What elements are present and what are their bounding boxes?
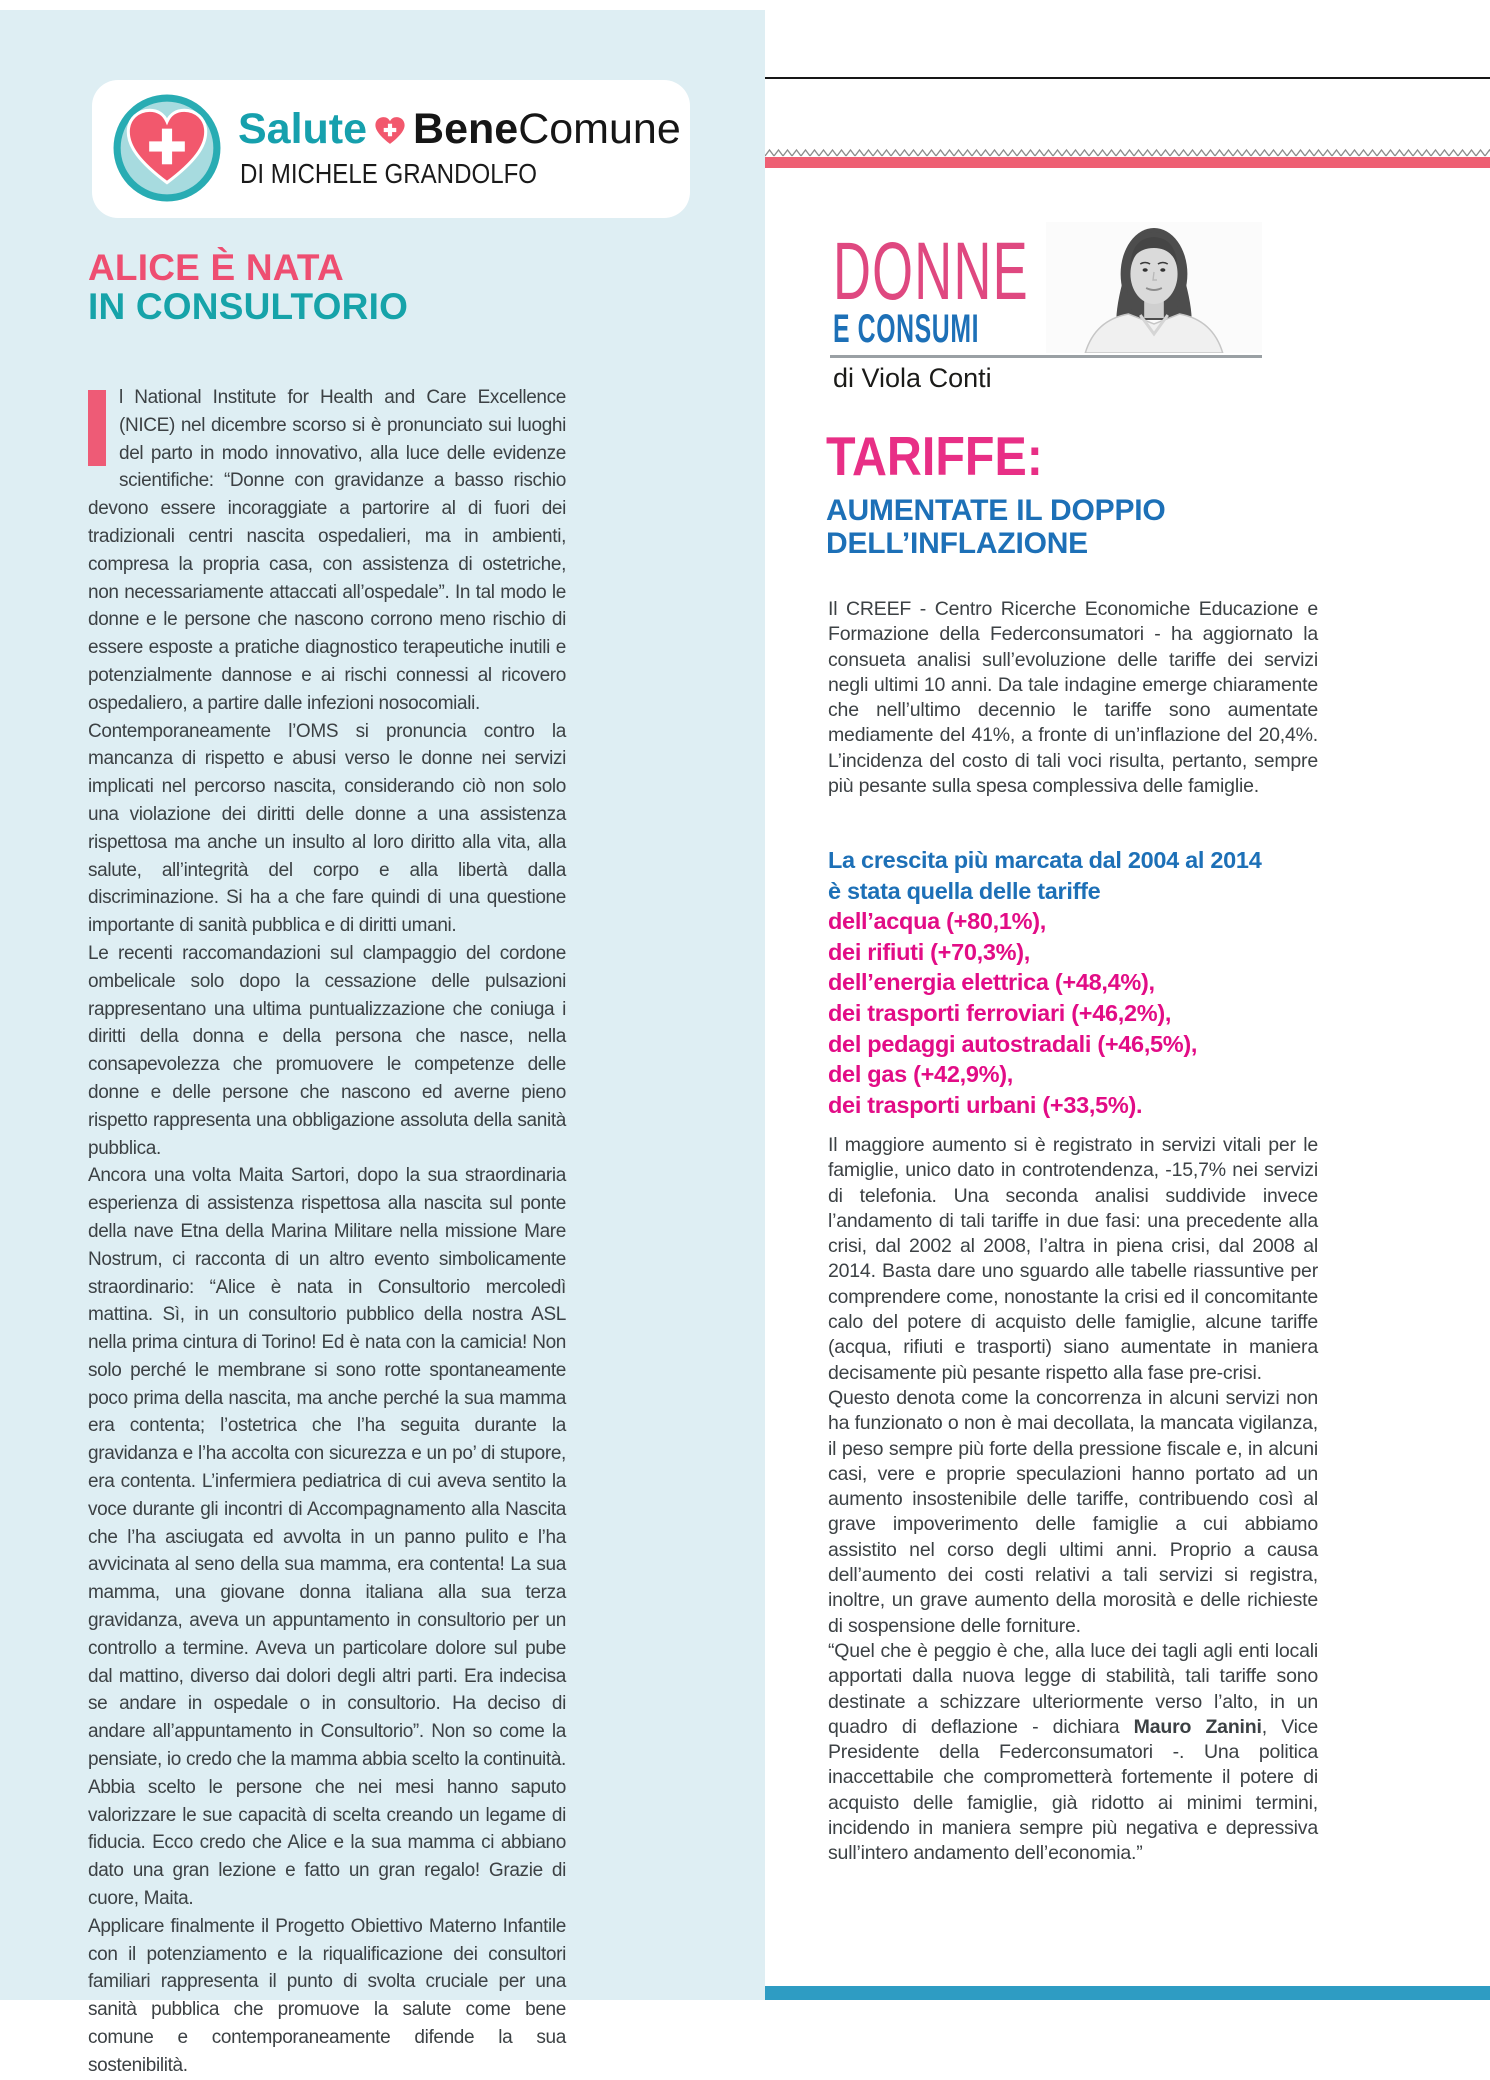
right-article-intro: [828, 597, 1318, 799]
left-article-title: [88, 248, 408, 326]
tariff-highlight-block: [828, 845, 1261, 1120]
salute-bene-comune-logo-card: [92, 80, 690, 218]
quote-text-pre: “Quel che è peggio è che, alla luce dei tagli agli enti locali apportati dalla nuova legge di stabilità, tali tariffe sono destinate a schizzare ulteriormente verso l’alto, in un quadro di deflazione - dichiara: [828, 1639, 1318, 1738]
author-photo: [1046, 222, 1262, 353]
tariff-item-rifiuti: dei rifiuti (+70,3%),: [828, 938, 1030, 965]
right-paragraph-1: Il CREEF - Centro Ricerche Economiche Educazione e Formazione della Federconsumatori - ha aggiornato la consueta analisi sull’evoluzione delle tariffe dei servizi negli ultimi 10 anni. Da tale indagine emerge chiaramente che nell’ultimo decennio le tariffe sono aumentate mediamente del 41%, a fronte di un’inflazione del 20,4%. L’incidenza del costo di tali voci risulta, pertanto, sempre più pesante sulla spesa complessiva delle famiglie.: [828, 598, 1318, 798]
logo-word-comune: Comune: [518, 105, 681, 153]
rubric-line-donne: DONNE: [833, 226, 1029, 317]
quote-text-post: , Vice Presidente della Federconsumatori -. Una politica inaccettabile che comprometterà fortemente il potere di acquisto delle famiglie, già ridotto ai minimi termini, incidendo in maniera sempre più negativa e depressiva sull’intero andamento dell’economia.”: [828, 1715, 1318, 1865]
tariff-item-ferroviari: dei trasporti ferroviari (+46,2%),: [828, 999, 1172, 1026]
rubric-underline: [830, 355, 1262, 358]
logo-word-bene: Bene: [413, 105, 519, 153]
page-footer-bar: [765, 1986, 1490, 2000]
highlight-blue-line2: è stata quella delle tariffe: [828, 877, 1101, 904]
right-paragraph-2: Il maggiore aumento si è registrato in servizi vitali per le famiglie, unico dato in controtendenza, -15,7% nei servizi di telefonia. Una seconda analisi suddivide invece l’andamento di tali tariffe in due fasi: una precedente alla crisi, dal 2002 al 2008, l’altra in piena crisi, dal 2008 al 2014. Basta dare uno sguardo alle tabelle riassuntive per comprendere come, nonostante la crisi ed il concomitante calo del potere di acquisto delle famiglie, alcune tariffe (acqua, rifiuti e trasporti) siano aumentate in maniera decisamente più pesante rispetto alla fase pre-crisi.: [828, 1134, 1318, 1384]
heart-cross-icon: [112, 93, 222, 203]
highlight-blue-line1: La crescita più marcata dal 2004 al 2014: [828, 847, 1262, 873]
right-paragraph-quote: [828, 1639, 1318, 1867]
tariff-item-acqua: dell’acqua (+80,1%),: [828, 908, 1046, 935]
tariff-item-gas: del gas (+42,9%),: [828, 1061, 1013, 1088]
quote-author-name: Mauro Zanini: [1133, 1715, 1262, 1738]
logo-author-byline: DI MICHELE GRANDOLFO: [240, 158, 538, 189]
left-paragraph-1-text: l National Institute for Health and Care Excellence (NICE) nel dicembre scorso si è pronunciato sui luoghi del parto in modo innovativo, alla luce delle evidenze scientifiche: “Donne con gravidanze a basso rischio devono essere incoraggiate a partorire al di fuori dei tradizionali centri nascita ospedalieri, ma in ambienti, compresa la propria casa, con assistenza di ostetriche, non necessariamente attaccati all’ospedale”. In tal modo le donne e le persone che nascono corrono meno rischio di essere esposte a pratiche diagnostico terapeutiche inutili e potenzialmente dannose e ai rischi connessi al ricovero ospedaliero, a partire dalle infezioni nosocomiali.: [88, 387, 566, 714]
left-paragraph-5: Applicare finalmente il Progetto Obiettivo Materno Infantile con il potenziamento e la riqualificazione dei consultori familiari rappresenta il punto di svolta cruciale per una sanità pubblica che promuove la salute come bene comune e contemporaneamente difende la sua sostenibilità.: [88, 1915, 566, 2076]
left-paragraph-1: [88, 384, 566, 718]
left-paragraph-2: Contemporaneamente l’OMS si pronuncia contro la mancanza di rispetto e abusi verso le donne nei servizi implicati nel percorso nascita, considerando ciò non solo una violazione dei diritti delle donne a una assistenza rispettosa ma anche un insulto al loro diritto alla vita, alla salute, all’integrità del corpo e alla libertà dalla discriminazione. Si ha a che fare quindi di una questione importante di sanità pubblica e di diritti umani.: [88, 720, 566, 937]
drop-cap-letter-i: [88, 390, 106, 466]
headline-sub-line1: AUMENTATE IL DOPPIO: [826, 494, 1166, 527]
left-article-title-line2: IN CONSULTORIO: [88, 286, 409, 327]
left-article-body: [88, 384, 566, 2080]
headline-kicker: TARIFFE:: [826, 425, 1043, 487]
logo-wordmark: [238, 106, 681, 152]
small-heart-cross-icon: [372, 109, 408, 141]
tariff-item-pedaggi: del pedaggi autostradali (+46,5%),: [828, 1030, 1198, 1057]
rubric-byline: di Viola Conti: [833, 363, 992, 393]
headline-sub-line2: DELL’INFLAZIONE: [826, 527, 1088, 560]
pink-header-bar: [765, 157, 1490, 168]
logo-word-salute: Salute: [238, 105, 368, 153]
tariff-item-urbani: dei trasporti urbani (+33,5%).: [828, 1091, 1143, 1118]
rubric-line-e-consumi: E CONSUMI: [833, 307, 980, 351]
right-paragraph-3: Questo denota come la concorrenza in alcuni servizi non ha funzionato o non è mai decollata, la mancata vigilanza, il peso sempre più forte della pressione fiscale e, in alcuni casi, vere e proprie speculazioni hanno portato ad un aumento insostenibile delle tariffe, contribuendo così al grave impoverimento delle famiglie a cui abbiamo assistito nel corso degli ultimi anni. Proprio a causa dell’aumento dei costi relativi a tali servizi si registra, inoltre, un grave aumento della morosità e delle richieste di sospensione delle forniture.: [828, 1386, 1318, 1637]
top-rule: [765, 77, 1490, 79]
tariff-item-energia: dell’energia elettrica (+48,4%),: [828, 969, 1155, 996]
left-article-title-line1: ALICE È NATA: [88, 247, 344, 288]
left-paragraph-3: Le recenti raccomandazioni sul clampaggio del cordone ombelicale solo dopo la cessazione delle pulsazioni rappresentano una ultima puntualizzazione che coniuga i diritti della donna e della persona che nasce, nella consapevolezza che promuovere le competenze delle donne e delle persone che nascono ed averne pieno rispetto rappresenta una obbligazione assoluta della sanità pubblica.: [88, 942, 566, 1159]
left-paragraph-4: Ancora una volta Maita Sartori, dopo la sua straordinaria esperienza di assistenza rispettosa alla nascita sul ponte della nave Etna della Marina Militare nella missione Mare Nostrum, ci racconta di un altro evento simbolicamente straordinario: “Alice è nata in Consultorio mercoledì mattina. Sì, in un consultorio pubblico della nostra ASL nella prima cintura di Torino! Ed è nata con la camicia! Non solo perché le membrane si sono rotte spontaneamente poco prima della nascita, ma anche perché la sua mamma era contenta; l’ostetrica che l’ha seguita durante la gravidanza e l’ha accolta con sicurezza e un po’ di stupore, era contenta. L’infermiera pediatrica di cui aveva sentito la voce durante gli incontri di Accompagnamento alla Nascita che l’ha asciugata ed avvolta in un panno pulito e l’ha avvicinata al seno della sua mamma, era contenta! La sua mamma, una giovane donna italiana alla sua terza gravidanza, aveva un appuntamento in consultorio per un controllo a termine. Aveva un particolare dolore sul pube dal mattino, diverso dai dolori degli altri parti. Era indecisa se andare in ospedale o in consultorio. Ha deciso di andare all’appuntamento in Consultorio”. Non so come la pensiate, io credo che la mamma abbia scelto la continuità. Abbia scelto le persone che nei mesi hanno saputo valorizzare le sue capacità di scelta creando un legame di fiducia. Ecco credo che Alice e la sua mamma ci abbiano dato una gran lezione e fatto un gran regalo! Grazie di cuore, Maita.: [88, 1165, 566, 1910]
zigzag-divider: [765, 145, 1490, 155]
right-article-headline: [826, 425, 1166, 560]
right-article-body: [828, 1133, 1318, 1867]
